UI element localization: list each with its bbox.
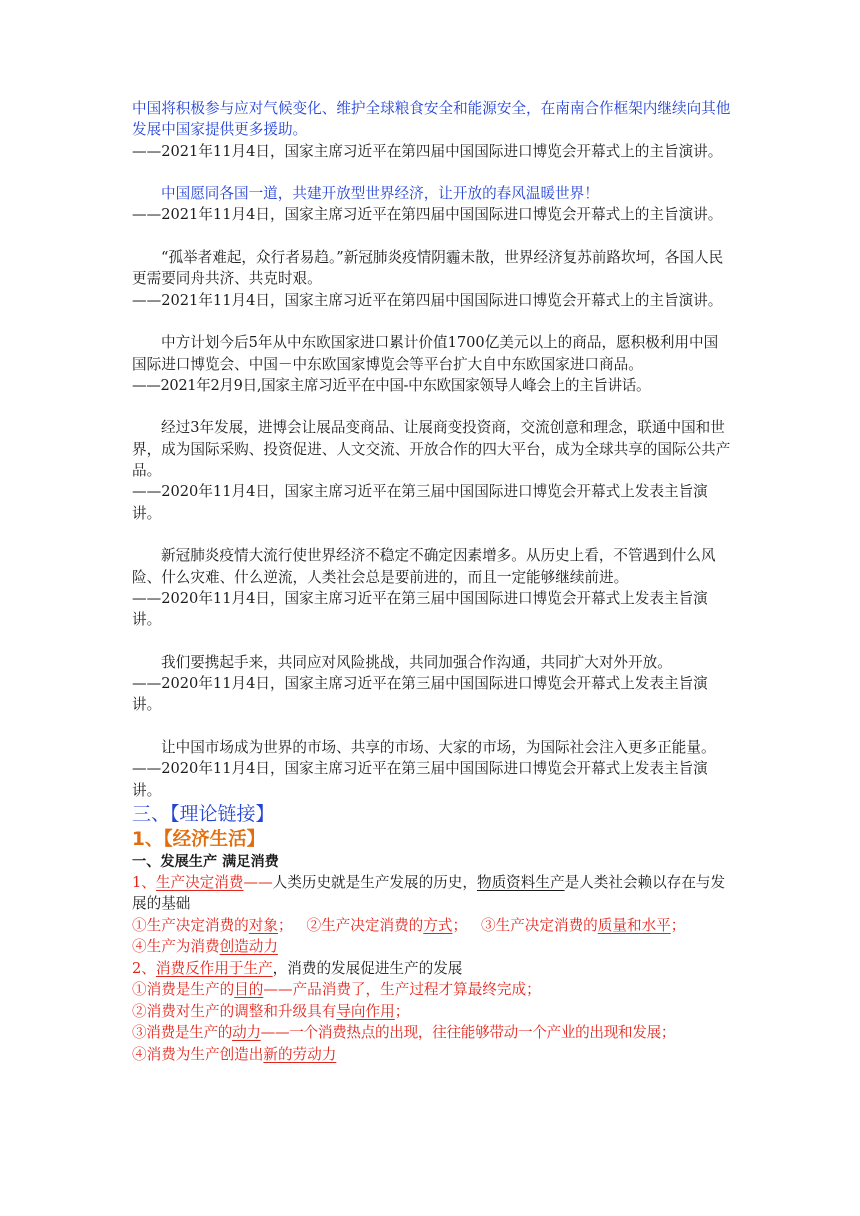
quote-text: 经过3年发展，进博会让展品变商品、让展商变投资商，交流创意和理念，联通中国和世界，成为国际采购、投资促进、人文交流、开放合作的四大平台，成为全球共享的国际公共产品。 xyxy=(132,419,731,480)
point-number: 2、 xyxy=(132,959,156,977)
quote-source: ——2020年11月4日，国家主席习近平在第三届中国国际进口博览会开幕式上发表主旨演讲。 xyxy=(132,675,708,714)
quote-text: 新冠肺炎疫情大流行使世界经济不稳定不确定因素增多。从历史上看，不管遇到什么风险、什么灾难、什么逆流，人类社会总是要前进的，而且一定能够继续前进。 xyxy=(132,547,716,586)
list-item xyxy=(132,915,732,937)
item-prefix: ④消费为生产创造出 xyxy=(132,1045,264,1063)
item-prefix: ①消费是生产的 xyxy=(132,981,235,999)
quote-source: ——2020年11月4日，国家主席习近平在第三届中国国际进口博览会开幕式上发表主旨演讲。 xyxy=(132,589,708,629)
point-text: 是人类社会赖以存在与发展的基础 xyxy=(132,873,726,913)
key-term: 消费反作用于生产 xyxy=(155,959,273,977)
list-item xyxy=(132,1001,732,1023)
item-text: ——产品消费了，生产过程才算最终完成； xyxy=(263,981,541,999)
quote-text: 让中国市场成为世界的市场、共享的市场、大家的市场，为国际社会注入更多正能量。 xyxy=(161,738,716,756)
point-consumption-reacts-on-production xyxy=(132,958,732,980)
quote-text: 中方计划今后5年从中东欧国家进口累计价值1700亿美元以上的商品，愿积极利用中国国际进口博览会、中国－中东欧国家博览会等平台扩大自中东欧国家进口商品。 xyxy=(132,334,719,373)
point-text: ，消费的发展促进生产的发展 xyxy=(272,959,463,977)
topic-heading: 一、发展生产 满足消费 xyxy=(132,853,279,870)
quote-text: “孤举者难起，众行者易趋。”新冠肺炎疫情阴霾未散，世界经济复苏前路坎坷，各国人民更需要同舟共济、共克时艰。 xyxy=(132,249,724,288)
item-end: ； xyxy=(394,1002,410,1020)
item-end: ； xyxy=(670,916,686,934)
item-text: ——一个消费热点的出现，往往能够带动一个产业的出现和发展； xyxy=(260,1024,676,1042)
list-item xyxy=(132,1044,732,1066)
point-production-determines-consumption xyxy=(132,872,732,915)
dash: —— xyxy=(243,873,273,891)
item-prefix: ③消费是生产的 xyxy=(132,1024,233,1042)
quote-source: ——2020年11月4日，国家主席习近平在第三届中国国际进口博览会开幕式上发表主旨演讲。 xyxy=(132,760,708,799)
quote-source: ——2021年11月4日，国家主席习近平在第四届中国国际进口博览会开幕式上的主旨演讲。 xyxy=(132,291,723,309)
item-prefix: ②生产决定消费的 xyxy=(306,916,424,934)
quote-text: 中国将积极参与应对气候变化、维护全球粮食安全和能源安全，在南南合作框架内继续向其他发展中国家提供更多援助。 xyxy=(132,100,731,139)
document-body xyxy=(132,98,732,1065)
item-prefix: ③生产决定消费的 xyxy=(481,916,598,934)
quote-text: 中国愿同各国一道，共建开放型世界经济，让开放的春风温暖世界！ xyxy=(161,185,599,203)
key-term: 质量 xyxy=(597,916,627,934)
key-term: 对象 xyxy=(248,916,278,934)
point-number: 1、 xyxy=(132,873,156,891)
key-term: 方式 xyxy=(423,916,453,934)
quote-text: 我们要携起手来，共同应对风险挑战，共同加强合作沟通，共同扩大对外开放。 xyxy=(161,653,672,671)
item-prefix: ①生产决定消费的 xyxy=(132,916,249,934)
key-term: 物质资料生产 xyxy=(476,873,565,891)
list-item xyxy=(132,1022,732,1044)
key-term: 目的 xyxy=(234,981,264,999)
quote-source: ——2021年11月4日，国家主席习近平在第四届中国国际进口博览会开幕式上的主旨演讲。 xyxy=(132,206,723,224)
list-item xyxy=(132,936,732,958)
key-term: 动力 xyxy=(232,1024,261,1042)
key-term: 创造动力 xyxy=(219,938,278,956)
section-heading: 三、【理论链接】 xyxy=(132,802,275,825)
key-term: 水平 xyxy=(641,916,671,934)
point-text: 人类历史就是生产发展的历史， xyxy=(272,873,477,891)
item-prefix: ②消费对生产的调整和升级具有 xyxy=(132,1002,337,1020)
key-term: 和 xyxy=(626,916,642,934)
quote-source: ——2020年11月4日，国家主席习近平在第三届中国国际进口博览会开幕式上发表主旨演讲。 xyxy=(132,483,708,522)
key-term: 新的劳动力 xyxy=(263,1045,337,1063)
list-item xyxy=(132,979,732,1001)
quote-source: ——2021年11月4日，国家主席习近平在第四届中国国际进口博览会开幕式上的主旨演讲。 xyxy=(132,142,723,160)
quote-source: ——2021年2月9日,国家主席习近平在中国-中东欧国家领导人峰会上的主旨讲话。 xyxy=(132,376,651,394)
item-end: ； xyxy=(452,916,468,934)
subsection-heading: 1、【经济生活】 xyxy=(132,828,266,850)
key-term: 生产决定消费 xyxy=(155,873,244,891)
item-prefix: ④生产为消费 xyxy=(132,938,220,956)
item-end: ； xyxy=(277,916,293,934)
key-term: 导向作用 xyxy=(336,1002,395,1020)
